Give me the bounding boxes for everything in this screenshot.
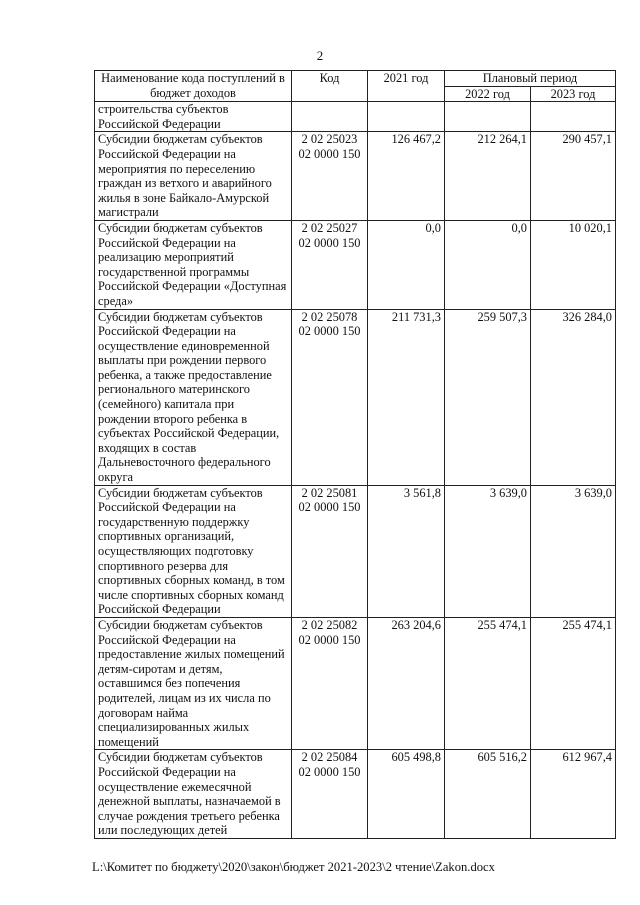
row-value-2023: 3 639,0 xyxy=(531,485,616,617)
row-value-2021: 605 498,8 xyxy=(368,750,445,839)
row-value-2022: 605 516,2 xyxy=(445,750,531,839)
row-name: Субсидии бюджетам субъектов Российской Федерации на осуществление единовременной выплаты при рождении первого ребенка, а также предоставление регионального материнского (семейного) капитала при рождении второго ребенка в субъектах Российской Федерации, входящих в состав Дальневосточного федерального округа xyxy=(95,309,292,485)
row-value-2022 xyxy=(445,102,531,132)
row-value-2023: 612 967,4 xyxy=(531,750,616,839)
table-row xyxy=(95,617,616,749)
table-row xyxy=(95,309,616,485)
table-row xyxy=(95,220,616,309)
row-code: 2 02 25023 02 0000 150 xyxy=(292,132,368,221)
page-number: 2 xyxy=(316,48,324,63)
table-row xyxy=(95,102,616,132)
row-value-2023: 326 284,0 xyxy=(531,309,616,485)
row-code: 2 02 25084 02 0000 150 xyxy=(292,750,368,839)
row-value-2021: 3 561,8 xyxy=(368,485,445,617)
footer-file-path: L:\Комитет по бюджету\2020\закон\бюджет 2021-2023\2 чтение\Zakon.docx xyxy=(92,860,495,874)
row-value-2022: 259 507,3 xyxy=(445,309,531,485)
row-value-2022: 255 474,1 xyxy=(445,617,531,749)
table-row xyxy=(95,485,616,617)
row-value-2022: 0,0 xyxy=(445,220,531,309)
row-value-2021 xyxy=(368,102,445,132)
row-value-2023: 255 474,1 xyxy=(531,617,616,749)
row-value-2023: 10 020,1 xyxy=(531,220,616,309)
table-body xyxy=(95,102,616,839)
header-year-2021: 2021 год xyxy=(368,71,445,102)
row-value-2022: 3 639,0 xyxy=(445,485,531,617)
header-code: Код xyxy=(292,71,368,102)
header-year-2023: 2023 год xyxy=(531,86,616,102)
row-value-2021: 211 731,3 xyxy=(368,309,445,485)
row-code xyxy=(292,102,368,132)
row-name: строительства субъектов Российской Федерации xyxy=(95,102,292,132)
row-value-2023 xyxy=(531,102,616,132)
row-value-2021: 126 467,2 xyxy=(368,132,445,221)
row-name: Субсидии бюджетам субъектов Российской Федерации на осуществление ежемесячной денежной выплаты, назначаемой в случае рождения третьего ребенка или последующих детей xyxy=(95,750,292,839)
row-name: Субсидии бюджетам субъектов Российской Федерации на предоставление жилых помещений детям-сиротам и детям, оставшимся без попечения родителей, лицам из их числа по договорам найма специализированных жилых помещений xyxy=(95,617,292,749)
row-code: 2 02 25081 02 0000 150 xyxy=(292,485,368,617)
row-code: 2 02 25078 02 0000 150 xyxy=(292,309,368,485)
header-name: Наименование кода поступлений в бюджет доходов xyxy=(95,71,292,102)
row-name: Субсидии бюджетам субъектов Российской Федерации на государственную поддержку спортивных организаций, осуществляющих подготовку спортивного резерва для спортивных сборных команд, в том числе спортивных сборных команд Российской Федерации xyxy=(95,485,292,617)
row-value-2022: 212 264,1 xyxy=(445,132,531,221)
table-row xyxy=(95,132,616,221)
header-year-2022: 2022 год xyxy=(445,86,531,102)
row-value-2023: 290 457,1 xyxy=(531,132,616,221)
budget-revenue-table xyxy=(94,70,616,839)
row-code: 2 02 25027 02 0000 150 xyxy=(292,220,368,309)
row-name: Субсидии бюджетам субъектов Российской Федерации на реализацию мероприятий государственной программы Российской Федерации «Доступная среда» xyxy=(95,220,292,309)
row-value-2021: 0,0 xyxy=(368,220,445,309)
table-header xyxy=(95,71,616,102)
row-name: Субсидии бюджетам субъектов Российской Федерации на мероприятия по переселению граждан из ветхого и аварийного жилья в зоне Байкало-Амурской магистрали xyxy=(95,132,292,221)
header-planned-period: Плановый период xyxy=(445,71,616,87)
table-row xyxy=(95,750,616,839)
row-value-2021: 263 204,6 xyxy=(368,617,445,749)
row-code: 2 02 25082 02 0000 150 xyxy=(292,617,368,749)
